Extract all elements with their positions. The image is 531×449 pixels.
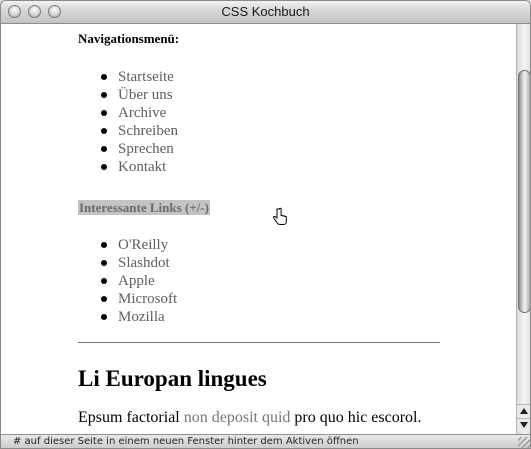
- nav-heading: Navigationsmenü:: [78, 31, 180, 46]
- nav-item-label[interactable]: Archive: [118, 105, 167, 121]
- bullet-icon: [101, 74, 107, 80]
- article-paragraph: [78, 408, 422, 427]
- nav-item-startseite[interactable]: [78, 68, 178, 86]
- link-item-slashdot[interactable]: [78, 254, 177, 272]
- window-title: CSS Kochbuch: [221, 4, 310, 19]
- status-bar: [1, 434, 531, 449]
- bullet-icon: [101, 314, 107, 320]
- link-item-label[interactable]: Slashdot: [118, 255, 170, 271]
- article-title: Li Europan lingues: [78, 366, 267, 391]
- nav-item-label[interactable]: Schreiben: [118, 123, 178, 139]
- nav-item-kontakt[interactable]: [78, 158, 178, 176]
- link-item-apple[interactable]: [78, 272, 177, 290]
- bullet-icon: [101, 260, 107, 266]
- bullet-icon: [101, 296, 107, 302]
- bullet-icon: [101, 278, 107, 284]
- link-item-label[interactable]: Microsoft: [118, 291, 178, 307]
- status-text: # auf dieser Seite in einem neuen Fenster hinter dem Aktiven öffnen: [13, 436, 359, 447]
- nav-item-schreiben[interactable]: [78, 122, 178, 140]
- link-item-microsoft[interactable]: [78, 290, 177, 308]
- title-bar: [1, 1, 530, 24]
- bullet-icon: [101, 128, 107, 134]
- paragraph-link[interactable]: non deposit quid: [183, 409, 291, 426]
- links-toggle-heading[interactable]: Interessante Links (+/-): [79, 200, 209, 215]
- nav-item-archive[interactable]: [78, 104, 178, 122]
- paragraph-text: Epsum factorial: [78, 409, 184, 426]
- bullet-icon: [101, 92, 107, 98]
- scrollbar-thumb[interactable]: [518, 70, 531, 313]
- nav-item-label[interactable]: Sprechen: [118, 141, 174, 157]
- scroll-down-arrow-icon[interactable]: [517, 418, 531, 431]
- link-item-oreilly[interactable]: [78, 236, 177, 254]
- bullet-icon: [101, 110, 107, 116]
- nav-item-label[interactable]: Kontakt: [118, 159, 167, 175]
- nav-item-label[interactable]: Über uns: [118, 87, 173, 103]
- page-content: [1, 24, 516, 434]
- link-item-label[interactable]: Apple: [118, 273, 155, 289]
- link-item-label[interactable]: Mozilla: [118, 309, 165, 325]
- resize-grip-icon[interactable]: [518, 437, 530, 449]
- pointing-hand-cursor-icon: [273, 207, 289, 227]
- nav-menu: [78, 68, 178, 176]
- vertical-scrollbar[interactable]: [516, 24, 531, 434]
- bullet-icon: [101, 242, 107, 248]
- paragraph-text: pro quo hic escorol.: [290, 409, 422, 426]
- nav-item-label[interactable]: Startseite: [118, 69, 174, 85]
- bullet-icon: [101, 164, 107, 170]
- nav-item-ueber-uns[interactable]: [78, 86, 178, 104]
- bullet-icon: [101, 146, 107, 152]
- scroll-up-arrow-icon[interactable]: [517, 404, 531, 417]
- links-list: [78, 236, 177, 326]
- nav-item-sprechen[interactable]: [78, 140, 178, 158]
- link-item-label[interactable]: O'Reilly: [118, 237, 169, 253]
- link-item-mozilla[interactable]: [78, 308, 177, 326]
- horizontal-rule: [78, 342, 440, 343]
